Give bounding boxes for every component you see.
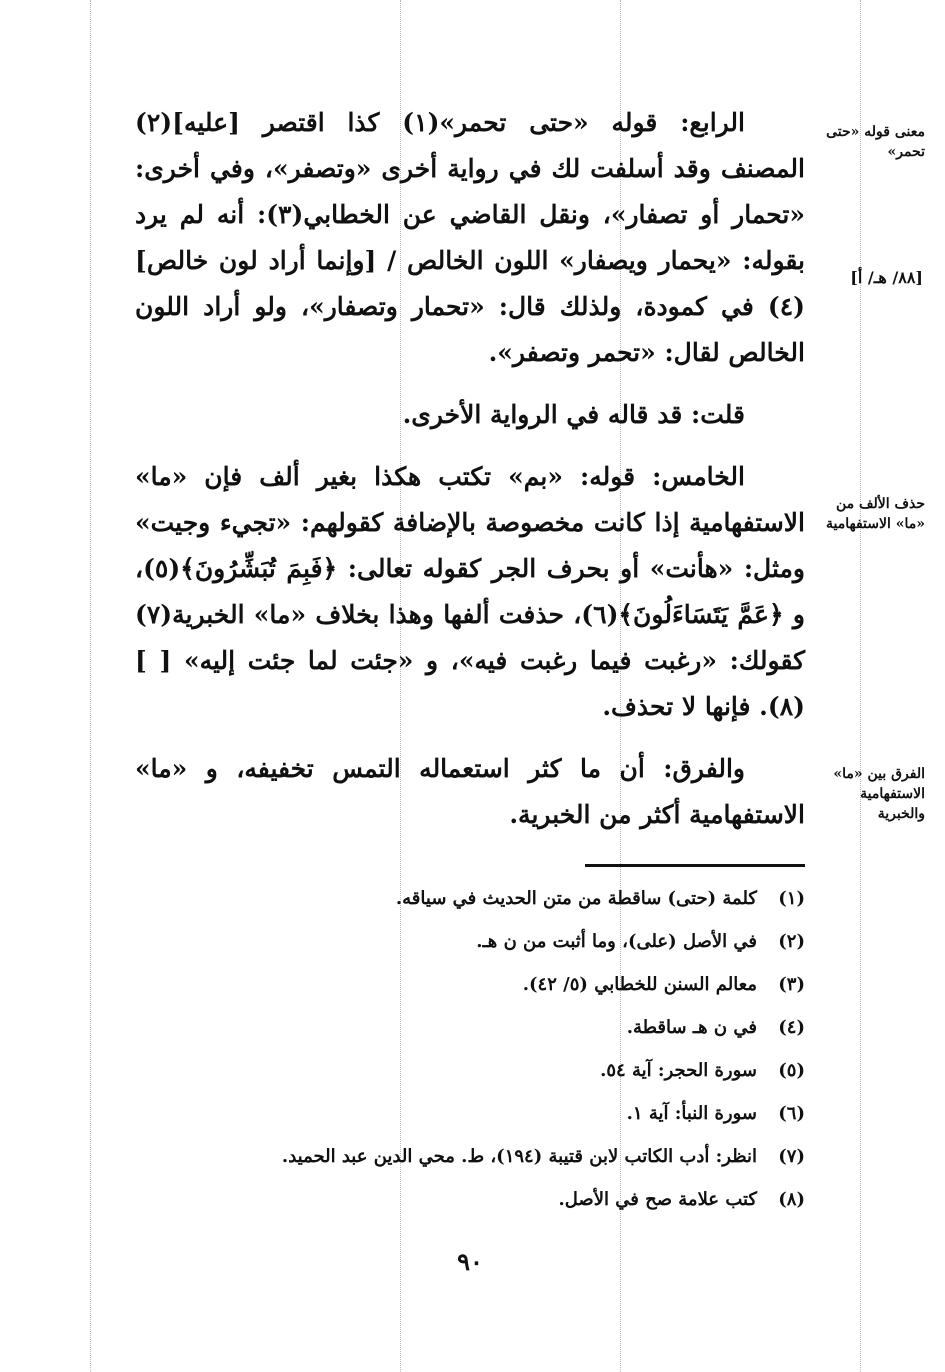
footnote-number: (١) (778, 888, 805, 909)
footnote (135, 1006, 805, 1049)
footnote-text: كتب علامة صح في الأصل. (558, 1189, 757, 1210)
footnote-number: (٣) (778, 974, 805, 995)
paragraph-fifth: الخامس: قوله: «بم» تكتب هكذا بغير ألف فإن «ما» الاستفهامية إذا كانت مخصوصة بالإضافة كقولهم: «تجيء وجيت» ومثل: «هأنت» أو بحرف الجر كقوله تعالى: ﴿فَبِمَ تُبَشِّرُونَ﴾(٥)، و ﴿عَمَّ يَتَسَاءَلُونَ﴾(٦)، حذفت ألفها وهذا بخلاف «ما» الخبرية(٧) كقولك: «رغبت فيما رغبت فيه»، و «جئت لما جئت إليه» [ ](٨). فإنها لا تحذف. (135, 462, 805, 721)
main-text (135, 100, 805, 838)
paragraph-gap (135, 376, 805, 392)
footnote (135, 963, 805, 1006)
footnote-number: (٤) (778, 1017, 805, 1038)
footnote-number: (٥) (778, 1060, 805, 1081)
page-number: ٩٠ (457, 1247, 483, 1276)
footnote-text: معالم السنن للخطابي (٥/ ٤٢). (522, 974, 757, 995)
footnote-number: (٧) (778, 1146, 805, 1167)
margin-note-2: حذف الألف من «ما» الاستفهامية (826, 496, 925, 532)
footnote (135, 877, 805, 920)
footnote-text: سورة النبأ: آية ١. (626, 1103, 757, 1124)
footnote-text: في ن هـ ساقطة. (626, 1017, 757, 1038)
footnote-text: انظر: أدب الكاتب لابن قتيبة (١٩٤)، ط. محي الدين عبد الحميد. (281, 1146, 757, 1167)
footnote-number: (٢) (778, 931, 805, 952)
footnote-separator (585, 864, 805, 867)
margin-note-3: الفرق بين «ما» الاستفهامية والخبرية (833, 766, 925, 822)
footnote (135, 1049, 805, 1092)
footnote (135, 1178, 805, 1221)
footnote-text: كلمة (حتى) ساقطة من متن الحديث في سياقه. (395, 888, 757, 909)
paragraph-gap (135, 438, 805, 454)
manuscript-folio-ref: [٨٨/ هـ/ أ] (850, 268, 923, 287)
footnote-number: (٦) (778, 1103, 805, 1124)
scan-line (90, 0, 91, 1372)
scan-line (860, 0, 861, 1372)
footnote-text: سورة الحجر: آية ٥٤. (600, 1060, 757, 1081)
footnote (135, 1135, 805, 1178)
paragraph-difference: والفرق: أن ما كثر استعماله التمس تخفيفه، و «ما» الاستفهامية أكثر من الخبرية. (135, 754, 805, 829)
paragraph-gap (135, 730, 805, 746)
footnote-text: في الأصل (على)، وما أثبت من ن هـ. (476, 931, 757, 952)
footnote-number: (٨) (778, 1189, 805, 1210)
footnote (135, 920, 805, 963)
paragraph-fourth: الرابع: قوله «حتى تحمر»(١) كذا اقتصر [عليه](٢) المصنف وقد أسلفت لك في رواية أخرى «وتصفر»، وفي أخرى: «تحمار أو تصفار»، ونقل القاضي عن الخطابي(٣): أنه لم يرد بقوله: «يحمار ويصفار» اللون الخالص / [وإنما أراد لون خالص](٤) في كمودة، ولذلك قال: «تحمار وتصفار»، ولو أراد اللون الخالص لقال: «تحمر وتصفر». (135, 108, 805, 367)
footnotes (135, 877, 805, 1221)
footnote (135, 1092, 805, 1135)
margin-note-1: معنى قوله «حتى تحمر» (826, 124, 925, 160)
paragraph-qultu: قلت: قد قاله في الرواية الأخرى. (402, 400, 745, 429)
